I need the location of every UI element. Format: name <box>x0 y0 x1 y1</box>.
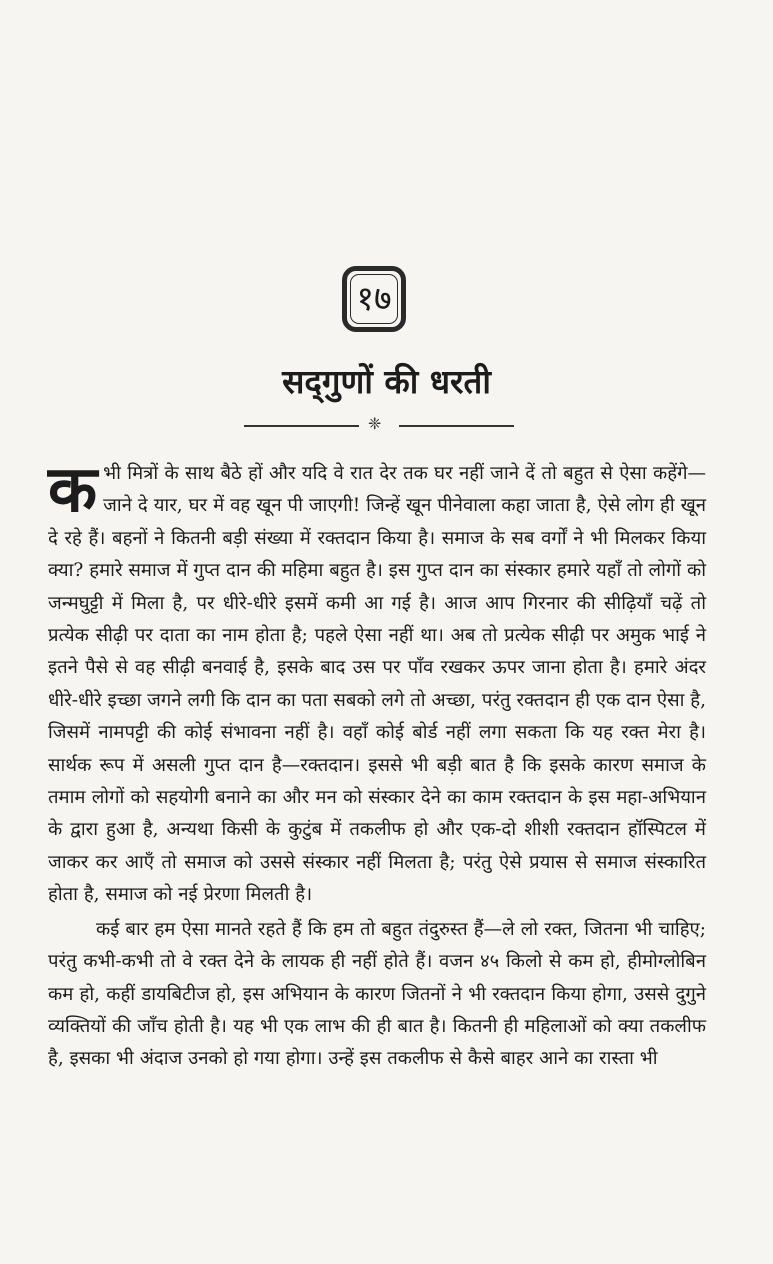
paragraph-2 <box>48 914 706 1076</box>
paragraph-1 <box>48 452 706 912</box>
divider-rule-right <box>399 425 514 427</box>
chapter-title: सद्‌गुणों की धरती <box>282 362 491 401</box>
drop-cap: क <box>48 452 98 527</box>
chapter-body <box>48 452 706 1076</box>
chapter-number-badge <box>342 266 406 332</box>
paragraph-1-text: भी मित्रों के साथ बैठे हों और यदि वे रात देर तक घर नहीं जाने दें तो बहुत से ऐसा कहेंगे—जाने दे यार, घर में वह खून पी जाएगी! जिन्हें खून पीनेवाला कहा जाता है, ऐसे लोग ही खून दे रहे हैं। बहनों ने कितनी बड़ी संख्या में रक्तदान किया है। समाज के सब वर्गों ने भी मिलकर किया क्या? हमारे समाज में गुप्त दान की महिमा बहुत है। इस गुप्त दान का संस्कार हमारे यहाँ तो लोगों को जन्मघुट्टी में मिला है, पर धीरे-धीरे इसमें कमी आ गई है। आज आप गिरनार की सीढ़ियाँ चढ़ें तो प्रत्येक सीढ़ी पर दाता का नाम होता है; पहले ऐसा नहीं था। अब तो प्रत्येक सीढ़ी पर अमुक भाई ने इतने पैसे से वह सीढ़ी बनवाई है, इसके बाद उस पर पाँव रखकर ऊपर जाना होता है। हमारे अंदर धीरे-धीरे इच्छा जगने लगी कि दान का पता सबको लगे तो अच्छा, परंतु रक्तदान ही एक दान ऐसा है, जिसमें नामपट्टी की कोई संभावना नहीं है। वहाँ कोई बोर्ड नहीं लगा सकता कि यह रक्त मेरा है। सार्थक रूप में असली गुप्त दान है—रक्तदान। इससे भी बड़ी बात है कि इसके कारण समाज के तमाम लोगों को सहयोगी बनाने का और मन को संस्कार देने का काम रक्तदान के इस महा-अभियान के द्वारा हुआ है, अन्यथा किसी के कुटुंब में तकलीफ हो और एक-दो शीशी रक्तदान हॉस्पिटल में जाकर कर आएँ तो समाज को उससे संस्कार नहीं मिलता है; परंतु ऐसे प्रयास से समाज संस्कारित होता है, समाज को नई प्रेरणा मिलती है। <box>48 463 706 906</box>
flower-ornament-icon: ❈ <box>368 414 382 433</box>
title-ornament-divider <box>244 415 514 435</box>
divider-rule-left <box>244 425 359 427</box>
chapter-number: १७ <box>356 279 392 319</box>
paragraph-2-text: कई बार हम ऐसा मानते रहते हैं कि हम तो बहुत तंदुरुस्त हैं—ले लो रक्त, जितना भी चाहिए; परंतु कभी-कभी तो वे रक्त देने के लायक ही नहीं होते हैं। वजन ४५ किलो से कम हो, हीमोग्लोबिन कम हो, कहीं डायबिटीज हो, इस अभियान के कारण जितनों ने भी रक्तदान किया होगा, उससे दुगुने व्यक्तियों की जाँच होती है। यह भी एक लाभ की ही बात है। कितनी ही महिलाओं को क्या तकलीफ है, इसका भी अंदाज उनको हो गया होगा। उन्हें इस तकलीफ से कैसे बाहर आने का रास्ता भी <box>48 918 706 1070</box>
